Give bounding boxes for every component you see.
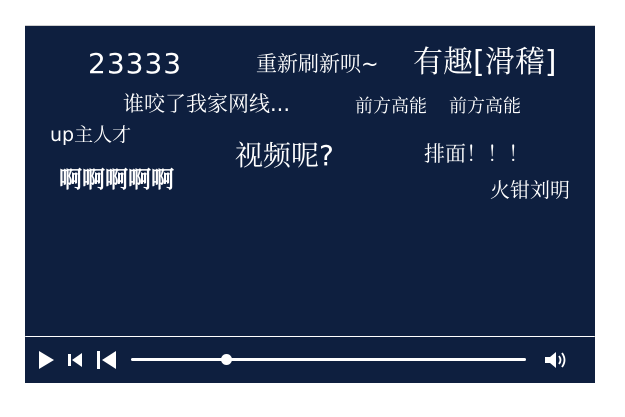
danmaku-comment: 前方高能 (449, 96, 521, 117)
danmaku-comment: 重新刷新呗~ (256, 52, 379, 76)
volume-button[interactable] (543, 348, 569, 372)
danmaku-comment: 排面！！！ (424, 142, 529, 166)
danmaku-comment: 23333 (88, 47, 183, 80)
danmaku-comment: 啊啊啊啊啊 (59, 167, 174, 193)
skip-previous-button[interactable] (95, 348, 119, 372)
progress-thumb[interactable] (221, 354, 232, 365)
danmaku-comment: up主人才 (50, 124, 132, 146)
danmaku-comment: 火钳刘明 (490, 178, 570, 202)
skip-next-button[interactable] (65, 350, 85, 370)
danmaku-comment: 视频呢? (235, 139, 334, 172)
danmaku-comment: 前方高能 (355, 96, 427, 117)
play-button[interactable] (35, 349, 57, 371)
play-icon (37, 350, 55, 370)
progress-bar[interactable] (131, 358, 526, 361)
skip-next-icon (66, 352, 84, 368)
volume-icon (544, 350, 568, 370)
video-stage[interactable] (25, 26, 595, 336)
skip-previous-icon (96, 350, 118, 370)
control-bar (25, 337, 595, 383)
danmaku-comment: 谁咬了我家网线... (123, 92, 291, 116)
danmaku-comment: 有趣[滑稽] (413, 45, 557, 80)
